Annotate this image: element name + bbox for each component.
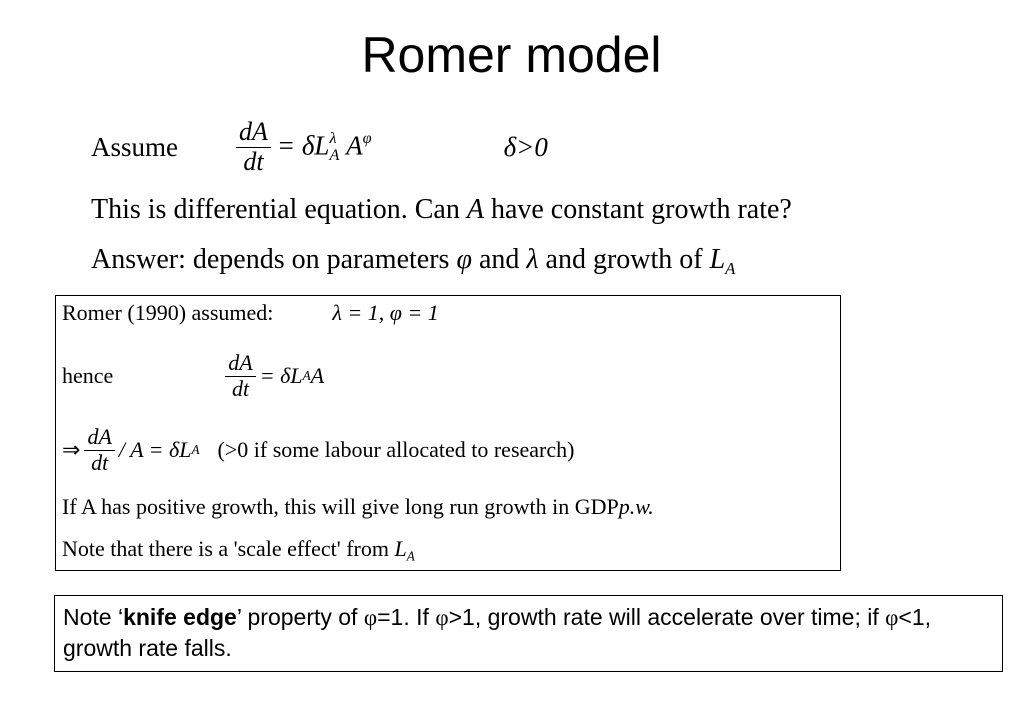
assume-fraction [236, 118, 271, 176]
page-title: Romer model [361, 27, 662, 83]
assume-numerator: dA [236, 118, 271, 148]
assume-rhs: = $\delta L^\lambda_A$ $A^\varphi$ [276, 129, 372, 164]
box-row-implies: ⇒ $\frac{dA}{dt}$ / A = δL A (>0 if some labour allocated to research) [62, 424, 575, 475]
assume-label: Assume [91, 131, 178, 162]
answer-line: Answer: depends on parameters φ and λ and growth of $L_A$ [91, 244, 736, 278]
box-row-hence: hence $\frac{dA}{dt}$ = δL A A [62, 350, 325, 401]
assume-denominator: dt [243, 146, 264, 176]
implies-fraction: $\frac{dA}{dt}$ [84, 425, 114, 474]
hence-fraction: $\frac{dA}{dt}$ [225, 351, 255, 400]
assume-line [91, 110, 548, 184]
knife-edge-bold: knife edge [123, 604, 237, 630]
differential-question: This is differential equation. Can A have constant growth rate? [91, 194, 792, 225]
box-row-growth: If A has positive growth, this will give long run growth in GDPp.w. [62, 494, 654, 519]
assume-condition: δ>0 [503, 131, 548, 162]
implies-arrow: ⇒ [62, 437, 81, 462]
romer-assumption-box [55, 295, 841, 571]
box-row-assumed: Romer (1990) assumed: λ = 1, φ = 1 [62, 300, 439, 325]
box-row-scale-effect: Note that there is a 'scale effect' from $L_A$ [62, 536, 415, 564]
knife-edge-note-box: Note ‘knife edge’ property of φ=1. If φ>1, growth rate will accelerate over time; if φ<1, growth rate falls. [54, 595, 1003, 672]
